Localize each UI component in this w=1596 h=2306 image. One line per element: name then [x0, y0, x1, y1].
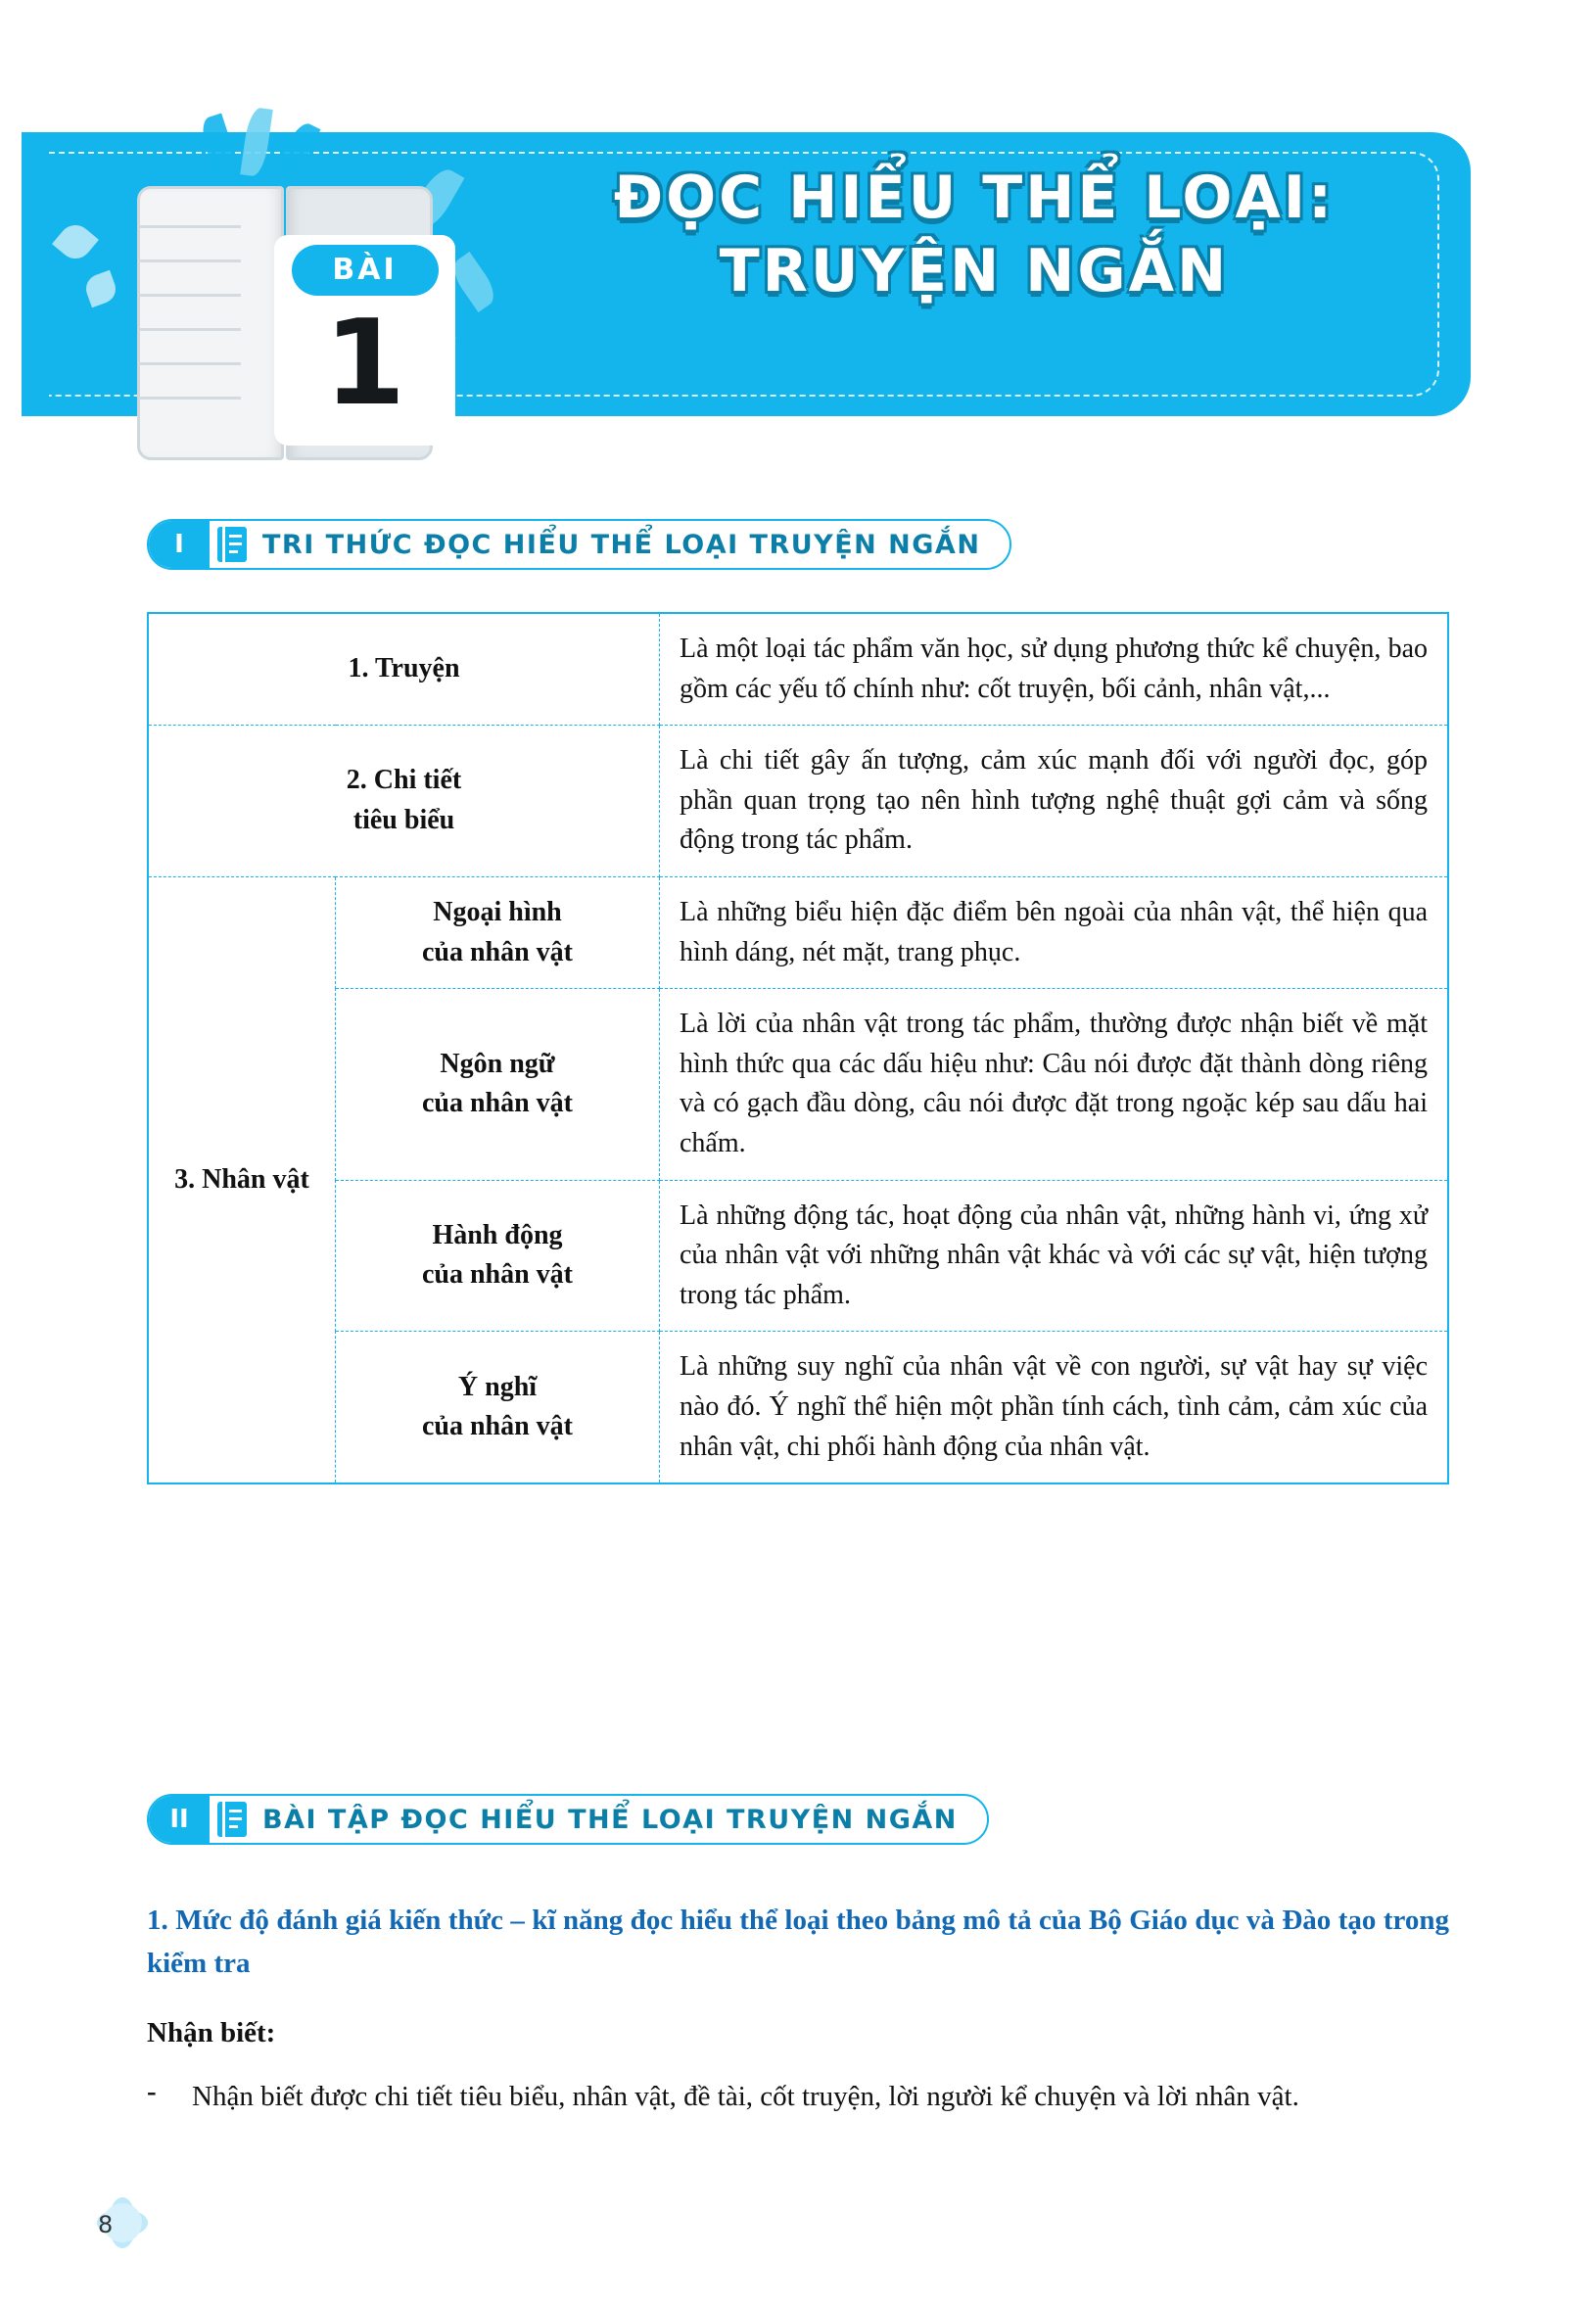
term-line-1: 2. Chi tiết [346, 765, 462, 796]
book-illustration [117, 166, 470, 490]
lesson-badge-label: BÀI [292, 245, 439, 296]
page-number: 8 [98, 2211, 114, 2238]
desc-ngon-ngu: Là lời của nhân vật trong tác phẩm, thường được nhận biết về mặt hình thức qua các dấu hiệu như: Câu nói được đặt thành dòng riêng và có gạch đầu dòng, câu nói được đặt trong ngoặc kép sau dấu hai chấm. [660, 989, 1449, 1180]
subterm-ngon-ngu [336, 989, 660, 1180]
exercise-heading: 1. Mức độ đánh giá kiến thức – kĩ năng đọc hiểu thể loại theo bảng mô tả của Bộ Giáo dục và Đào tạo trong kiểm tra [147, 1905, 1449, 1979]
desc-ngoai-hinh: Là những biểu hiện đặc điểm bên ngoài của nhân vật, thể hiện qua hình dáng, nét mặt, trang phục. [660, 876, 1449, 988]
table-row [148, 1180, 1448, 1332]
term-truyen: 1. Truyện [148, 613, 660, 726]
table-row [148, 876, 1448, 988]
table-row [148, 726, 1448, 877]
subterm-y-nghi [336, 1332, 660, 1483]
desc-y-nghi: Là những suy nghĩ của nhân vật về con người, sự vật hay sự việc nào đó. Ý nghĩ thể hiện một phần tính cách, tình cảm, cảm xúc của nhân vật, chi phối hành động của nhân vật. [660, 1332, 1449, 1483]
term-chi-tiet-tieu-bieu [148, 726, 660, 877]
bullet-text: Nhận biết được chi tiết tiêu biểu, nhân vật, đề tài, cốt truyện, lời người kể chuyện và lời nhân vật. [192, 2081, 1299, 2112]
flower-decoration-icon [78, 2184, 166, 2262]
section-heading-1 [147, 519, 1011, 570]
term-line-2: tiêu biểu [352, 805, 455, 836]
subterm-line-1: Hành động [432, 1219, 563, 1250]
subterm-line-2: của nhân vật [421, 1259, 574, 1291]
page-title [509, 162, 1439, 308]
section-heading-2 [147, 1794, 989, 1845]
section-number: I [149, 519, 210, 570]
subterm-line-1: Ngôn ngữ [440, 1048, 555, 1079]
desc-chi-tiet-tieu-bieu: Là chi tiết gây ấn tượng, cảm xúc mạnh đối với người đọc, góp phần quan trọng tạo nên hình tượng nghệ thuật gợi cảm và sống động trong tác phẩm. [660, 726, 1449, 877]
subterm-line-1: Ngoại hình [433, 896, 562, 927]
table-row [148, 989, 1448, 1180]
section-label: BÀI TẬP ĐỌC HIỂU THỂ LOẠI TRUYỆN NGẮN [262, 1804, 958, 1835]
knowledge-table [147, 612, 1449, 1484]
exercise-bullet [147, 2076, 1449, 2119]
subterm-hanh-dong [336, 1180, 660, 1332]
section-number: II [149, 1794, 210, 1845]
subterm-line-2: của nhân vật [421, 936, 574, 967]
section-label: TRI THỨC ĐỌC HIỂU THỂ LOẠI TRUYỆN NGẮN [262, 529, 981, 560]
subterm-line-2: của nhân vật [421, 1088, 574, 1119]
page-title-line1: ĐỌC HIỂU THỂ LOẠI: [613, 164, 1336, 232]
subterm-line-2: của nhân vật [421, 1411, 574, 1442]
table-row [148, 613, 1448, 726]
page-title-line2: TRUYỆN NGẮN [719, 237, 1230, 306]
lesson-badge [274, 235, 455, 446]
subterm-ngoai-hinh [336, 876, 660, 988]
book-icon [215, 1799, 249, 1840]
desc-truyen: Là một loại tác phẩm văn học, sử dụng phương thức kể chuyện, bao gồm các yếu tố chính như: cốt truyện, bối cảnh, nhân vật,... [660, 613, 1449, 726]
book-icon [215, 524, 249, 565]
subterm-line-1: Ý nghĩ [457, 1371, 538, 1402]
exercise-subheading: Nhận biết: [147, 2017, 276, 2048]
term-nhan-vat: 3. Nhân vật [148, 876, 336, 1483]
bullet-marker: - [147, 2076, 157, 2107]
desc-hanh-dong: Là những động tác, hoạt động của nhân vật, những hành vi, ứng xử của nhân vật với những nhân vật khác và với các sự vật, hiện tượng trong tác phẩm. [660, 1180, 1449, 1332]
lesson-number: 1 [323, 296, 406, 432]
table-row [148, 1332, 1448, 1483]
page-header-banner [0, 108, 1508, 431]
